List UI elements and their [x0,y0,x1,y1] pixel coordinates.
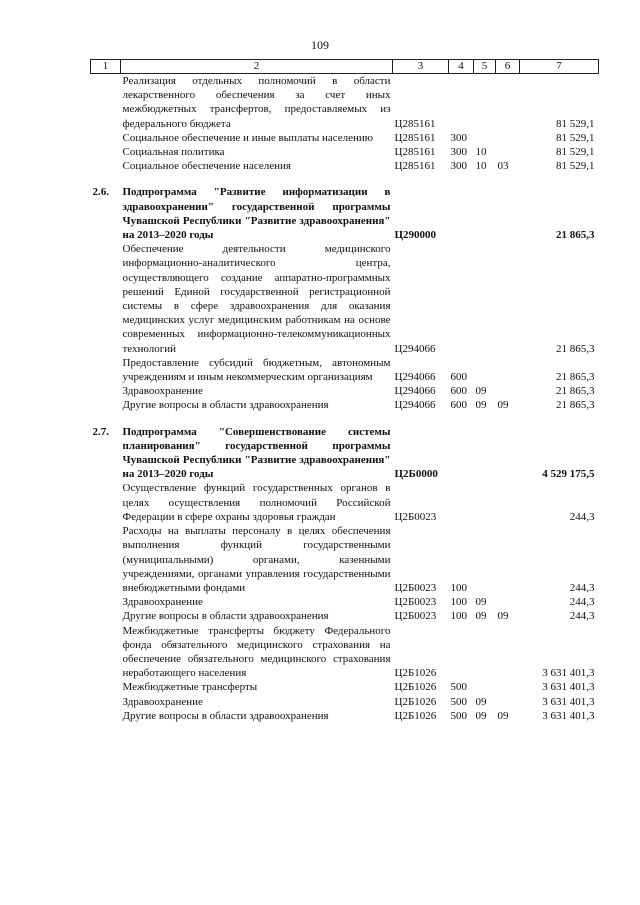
description-cell: Другие вопросы в области здравоохранения [122,610,329,623]
section-code-cell: 10 [475,146,487,159]
description-cell: Здравоохранение [122,596,203,609]
description-cell: Другие вопросы в области здравоохранения [122,709,329,722]
subsection-code-cell [496,680,520,694]
spacer-cell [449,173,474,185]
spacer-cell [393,173,449,185]
target-code-cell: Ц294066 [394,385,436,398]
target-code-cell: Ц2Б1026 [394,709,437,722]
spacer-cell [121,413,393,425]
description-cell: Расходы на выплаты персоналу в целях обеспечения выполнения функций государственными (муниципальными) органами, казенными учреждениями, органами управления государственными внебюджетными фондами [122,525,391,594]
subsection-code-cell: 09 [497,399,509,412]
table-row [91,680,599,694]
section-number-cell [91,159,121,173]
description-cell: Обеспечение деятельности медицинского информационно-аналитического центра, осуществляющего создание аппаратно-программных решений Единой государственной регистрационной системы в сфере здравоохранения для оказания медицинских услуг медицинским работникам на основе современных информационно-телекоммуникационных технологий [122,243,391,355]
target-code-cell: Ц285161 [394,160,436,173]
table-body [91,74,599,723]
section-number-cell [91,74,121,131]
spacer-cell [496,173,520,185]
target-code-cell: Ц294066 [394,371,436,384]
column-header: 3 [393,60,449,74]
section-row [91,185,599,242]
amount-cell: 21 865,3 [556,229,595,242]
target-code-cell: Ц294066 [394,399,436,412]
section-number-cell [91,242,121,356]
spacer-cell [474,173,496,185]
table-row [91,145,599,159]
section-code-cell [474,131,496,145]
description-cell: Реализация отдельных полномочий в области лекарственного обеспечения за счет иных межбюджетных трансфертов, предоставляемых из федерального бюджета [122,75,391,130]
expense-type-cell: 600 [450,385,467,398]
amount-cell: 21 865,3 [556,371,595,384]
table-row [91,624,599,681]
table-row [91,131,599,145]
amount-cell: 244,3 [569,581,595,594]
subsection-code-cell: 03 [497,160,509,173]
expense-type-cell: 500 [450,709,467,722]
table-row [91,481,599,524]
section-number-cell [91,356,121,384]
subsection-code-cell [496,524,520,595]
subsection-code-cell [496,384,520,398]
target-code-cell: Ц290000 [394,229,437,242]
section-code-cell: 09 [475,709,487,722]
target-code-cell: Ц2Б0023 [394,510,437,523]
expense-type-cell [449,624,474,681]
description-cell: Здравоохранение [122,695,203,708]
column-header: 1 [91,60,121,74]
target-code-cell: Ц2Б1026 [394,681,437,694]
amount-cell: 244,3 [569,510,595,523]
table-row [91,609,599,623]
table-row [91,384,599,398]
subsection-code-cell [496,242,520,356]
subsection-code-cell: 09 [497,709,509,722]
expense-type-cell: 300 [450,160,467,173]
column-header: 5 [474,60,496,74]
section-number-cell [91,695,121,709]
description-cell: Межбюджетные трансферты бюджету Федерального фонда обязательного медицинского страхования на обеспечение обязательного медицинского страхования неработающего населения [122,624,391,680]
section-number-cell: 2.6. [92,186,109,199]
expense-type-cell: 300 [450,146,467,159]
section-code-cell: 09 [475,596,487,609]
subsection-code-cell [496,595,520,609]
spacer-cell [449,413,474,425]
amount-cell: 244,3 [569,610,595,623]
section-number-cell [91,145,121,159]
spacer-cell [496,413,520,425]
section-code-cell: 09 [475,610,487,623]
section-code-cell [474,356,496,384]
section-code-cell [474,74,496,131]
subsection-code-cell [496,624,520,681]
description-cell: Здравоохранение [122,385,203,398]
target-code-cell: Ц2Б0000 [394,468,438,481]
section-number-cell [91,595,121,609]
amount-cell: 21 865,3 [556,385,595,398]
amount-cell: 81 529,1 [556,117,595,130]
target-code-cell: Ц2Б1026 [394,667,437,680]
spacer-cell [121,173,393,185]
column-header: 4 [449,60,474,74]
section-number-cell [91,131,121,145]
section-number-cell [91,624,121,681]
section-code-cell [474,425,496,482]
section-number-cell [91,680,121,694]
expense-type-cell: 100 [450,581,467,594]
table-row [91,695,599,709]
spacer-row [91,413,599,425]
section-code-cell [474,524,496,595]
spacer-cell [91,173,121,185]
amount-cell: 3 631 401,3 [542,709,595,722]
expense-type-cell: 100 [450,610,467,623]
table-row [91,356,599,384]
section-number-cell [91,709,121,723]
section-row [91,425,599,482]
amount-cell: 81 529,1 [556,146,595,159]
amount-cell: 81 529,1 [556,131,595,144]
amount-cell: 3 631 401,3 [542,695,595,708]
description-cell: Предоставление субсидий бюджетным, автономным учреждениям и иным некоммерческим организациям [122,356,391,384]
spacer-cell [91,413,121,425]
section-number-cell [91,609,121,623]
description-cell: Другие вопросы в области здравоохранения [122,399,329,412]
section-title-cell: Подпрограмма "Развитие информатизации в здравоохранении" государственной программы Чувашской Республики "Развитие здравоохранения" на 2013–2020 годы [122,186,391,242]
expense-type-cell [449,425,474,482]
subsection-code-cell [496,356,520,384]
expense-type-cell: 500 [450,695,467,708]
amount-cell: 244,3 [569,596,595,609]
target-code-cell: Ц285161 [394,146,436,159]
subsection-code-cell [496,481,520,524]
table-row [91,159,599,173]
target-code-cell: Ц2Б0023 [394,610,437,623]
column-header: 6 [496,60,520,74]
expense-type-cell [449,242,474,356]
section-number-cell [91,524,121,595]
description-cell: Социальная политика [122,146,225,159]
table-row [91,74,599,131]
subsection-code-cell [496,695,520,709]
spacer-cell [393,413,449,425]
expense-type-cell [449,185,474,242]
subsection-code-cell [496,131,520,145]
section-code-cell: 09 [475,695,487,708]
target-code-cell: Ц294066 [394,342,436,355]
section-code-cell [474,242,496,356]
expense-type-cell: 500 [450,681,467,694]
section-code-cell: 10 [475,160,487,173]
spacer-row [91,173,599,185]
spacer-cell [520,173,599,185]
amount-cell: 4 529 175,5 [542,468,595,481]
section-number-cell [91,481,121,524]
page-number: 109 [311,38,329,52]
subsection-code-cell [496,74,520,131]
expense-type-cell [449,481,474,524]
description-cell: Социальное обеспечение населения [122,160,291,173]
expense-type-cell [449,74,474,131]
section-code-cell: 09 [475,385,487,398]
description-cell: Осуществление функций государственных органов в целях осуществления полномочий Российской Федерации в сфере охраны здоровья граждан [122,482,391,523]
section-code-cell [474,680,496,694]
table-row [91,595,599,609]
target-code-cell: Ц2Б0023 [394,581,437,594]
description-cell: Социальное обеспечение и иные выплаты населению [122,131,374,144]
subsection-code-cell [496,185,520,242]
section-number-cell [91,398,121,412]
target-code-cell: Ц285161 [394,117,436,130]
section-code-cell [474,624,496,681]
expense-type-cell: 600 [450,371,467,384]
table-row [91,398,599,412]
section-code-cell: 09 [475,399,487,412]
table-row [91,709,599,723]
spacer-cell [474,413,496,425]
section-number-cell [91,384,121,398]
budget-table [90,59,599,723]
subsection-code-cell [496,425,520,482]
amount-cell: 81 529,1 [556,160,595,173]
subsection-code-cell: 09 [497,610,509,623]
amount-cell: 3 631 401,3 [542,667,595,680]
section-code-cell [474,481,496,524]
column-header: 7 [520,60,599,74]
amount-cell: 3 631 401,3 [542,681,595,694]
section-code-cell [474,185,496,242]
amount-cell: 21 865,3 [556,399,595,412]
expense-type-cell: 300 [450,131,467,144]
subsection-code-cell [496,145,520,159]
amount-cell: 21 865,3 [556,342,595,355]
section-number-cell: 2.7. [92,425,109,438]
table-row [91,242,599,356]
expense-type-cell: 600 [450,399,467,412]
spacer-cell [520,413,599,425]
table-header [91,60,599,74]
table-row [91,524,599,595]
target-code-cell: Ц2Б0023 [394,596,437,609]
section-title-cell: Подпрограмма "Совершенствование системы планирования" государственной программы Чувашской Республики "Развитие здравоохранения" на 2013–2020 годы [122,425,391,481]
column-header: 2 [121,60,393,74]
target-code-cell: Ц2Б1026 [394,695,437,708]
target-code-cell: Ц285161 [394,131,436,144]
expense-type-cell: 100 [450,596,467,609]
description-cell: Межбюджетные трансферты [122,681,258,694]
